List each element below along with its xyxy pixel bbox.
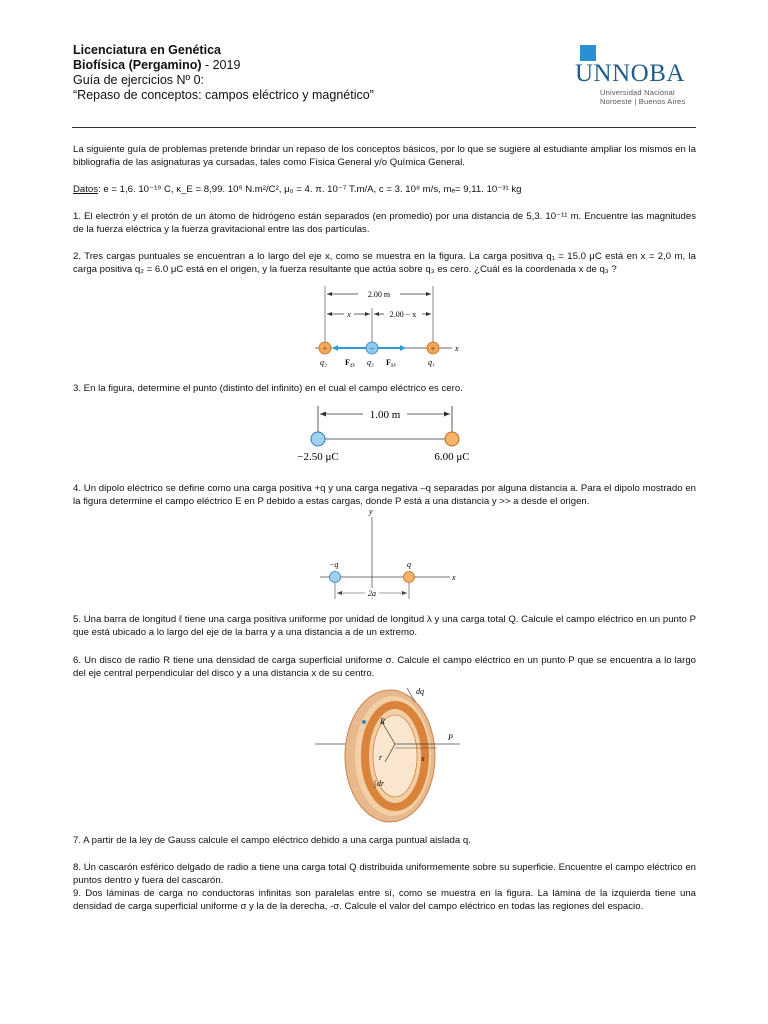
problem-2: 2. Tres cargas puntuales se encuentran a lo largo del eje x, como se muestra en la figura. La carga positiva q₁ = 15.0 μC está en x = 2,0 m, la carga positiva q₂ = 6.0 μC está en el origen, y la fuerza resultante que actúa sobre q₃ es cero. ¿Cuál es la coordenada x de q₃ ? — [73, 251, 696, 275]
constants-data — [73, 184, 696, 197]
course-title: Licenciatura en Genética — [73, 43, 221, 57]
problem-4: 4. Un dipolo eléctrico se define como una carga positiva +q y una carga negativa –q separadas por alguna distancia a. Para el dipolo mostrado en la figura determine el campo eléctrico E en P debido a estas cargas, donde P está a una distancia y >> a desde el origen. — [73, 483, 696, 507]
problem-8: 8. Un cascarón esférico delgado de radio a tiene una carga total Q distribuida uniformemente sobre su superficie. Encuentre el campo eléctrico en puntos dentro y fuera del cascarón. — [73, 862, 696, 886]
figure-two-charges — [285, 402, 485, 466]
constants-label: Datos — [73, 184, 99, 195]
header-divider — [72, 127, 696, 128]
problem-6: 6. Un disco de radio R tiene una densidad de carga superficial uniforme σ. Calcule el campo eléctrico en un punto P que se encuentra a lo largo del eje central perpendicular del disco y a una distancia x de su centro. — [73, 655, 696, 679]
fig4-positive-charge — [404, 572, 415, 583]
subject-year: - 2019 — [201, 58, 241, 72]
fig2-q3-sign: − — [369, 344, 375, 353]
problem-3: 3. En la figura, determine el punto (distinto del infinito) en el cual el campo eléctrico es cero. — [73, 383, 463, 394]
logo-name: UNNOBA — [575, 60, 685, 87]
problem-1: 1. El electrón y el protón de un átomo de hidrógeno están separados (en promedio) por una distancia de 5,3. 10⁻¹¹ m. Encuentre las magnitudes de la fuerza eléctrica y la fuerza gravitacional entre las dos partículas. — [73, 211, 696, 235]
subject-title: Biofísica (Pergamino) — [73, 58, 202, 72]
problem-5: 5. Una barra de longitud ℓ tiene una carga positiva uniforme por unidad de longitud λ y una carga total Q. Calcule el campo eléctrico en un punto P que está ubicado a lo largo del eje de la barra y a una distancia a de un extremo. — [73, 614, 696, 638]
guide-title: “Repaso de conceptos: campos eléctrico y magnético” — [73, 88, 374, 102]
fig4-neg-label: −q — [329, 560, 339, 569]
fig2-dist-x: x — [347, 310, 351, 319]
fig4-pos-label: q — [407, 560, 411, 569]
fig3-positive-charge — [445, 432, 459, 446]
fig2-dist-total: 2.00 m — [367, 290, 391, 299]
intro-paragraph: La siguiente guía de problemas pretende brindar un repaso de los conceptos básicos, por lo que se sugiere al estudiante ampliar los mismos en la bibliografía de las asignaturas ya cursadas, tales como Física General y/o Química General. — [73, 144, 696, 168]
fig2-axis: x — [455, 344, 459, 353]
fig2-q2-sign: + — [322, 344, 328, 353]
fig4-separation: 2a — [368, 589, 376, 598]
figure-dipole — [315, 507, 465, 602]
fig6-r: r — [379, 753, 383, 762]
fig2-label-f13: F₁₃ — [386, 358, 396, 367]
logo-square-icon — [580, 45, 596, 61]
logo-subtitle-2: Noroeste | Buenos Aires — [600, 97, 686, 106]
constants-values: : e = 1,6. 10⁻¹⁹ C, κ_E = 8,99. 10⁹ N.m²/C², μ₀ = 4. π. 10⁻⁷ T.m/A, c = 3. 10⁸ m/s, mₑ= 9,11. 10⁻³¹ kg — [98, 184, 522, 195]
figure-charged-disk — [315, 684, 465, 824]
fig4-y-axis: y — [369, 507, 373, 516]
fig6-point-charge — [362, 720, 366, 724]
fig2-label-q1: q₁ — [428, 358, 435, 367]
logo-subtitle-1: Universidad Nacional — [600, 88, 675, 97]
fig4-negative-charge — [330, 572, 341, 583]
fig3-distance: 1.00 m — [369, 409, 401, 421]
fig3-left-charge: −2.50 μC — [297, 451, 339, 463]
fig6-dr: dr — [377, 779, 385, 788]
fig6-x: x — [421, 754, 425, 763]
fig2-label-f23: F₂₃ — [345, 358, 355, 367]
fig6-dq: dq — [416, 687, 424, 696]
fig6-P: P — [448, 733, 453, 742]
fig2-label-q2: q₂ — [320, 358, 327, 367]
fig3-negative-charge — [311, 432, 325, 446]
guide-number: Guía de ejercicios Nº 0: — [73, 73, 205, 87]
fig2-dist-rest: 2.00 − x — [389, 310, 417, 319]
fig3-right-charge: 6.00 μC — [434, 451, 470, 463]
problem-7: 7. A partir de la ley de Gauss calcule el campo eléctrico debido a una carga puntual aislada q. — [73, 835, 471, 846]
university-logo — [575, 45, 705, 105]
document-header — [73, 43, 374, 103]
fig2-q1-sign: + — [430, 344, 436, 353]
fig4-x-axis: x — [452, 573, 456, 582]
fig2-label-q3: q₃ — [367, 358, 374, 367]
problem-9: 9. Dos láminas de carga no conductoras infinitas son paralelas entre sí, como se muestra en la figura. La lámina de la izquierda tiene una densidad de carga superficial uniforme σ y la de la derecha, -σ. Calcule el valor del campo eléctrico en todas las regiones del espacio. — [73, 888, 696, 912]
figure-three-charges — [300, 280, 470, 372]
fig6-R: R — [380, 717, 385, 726]
